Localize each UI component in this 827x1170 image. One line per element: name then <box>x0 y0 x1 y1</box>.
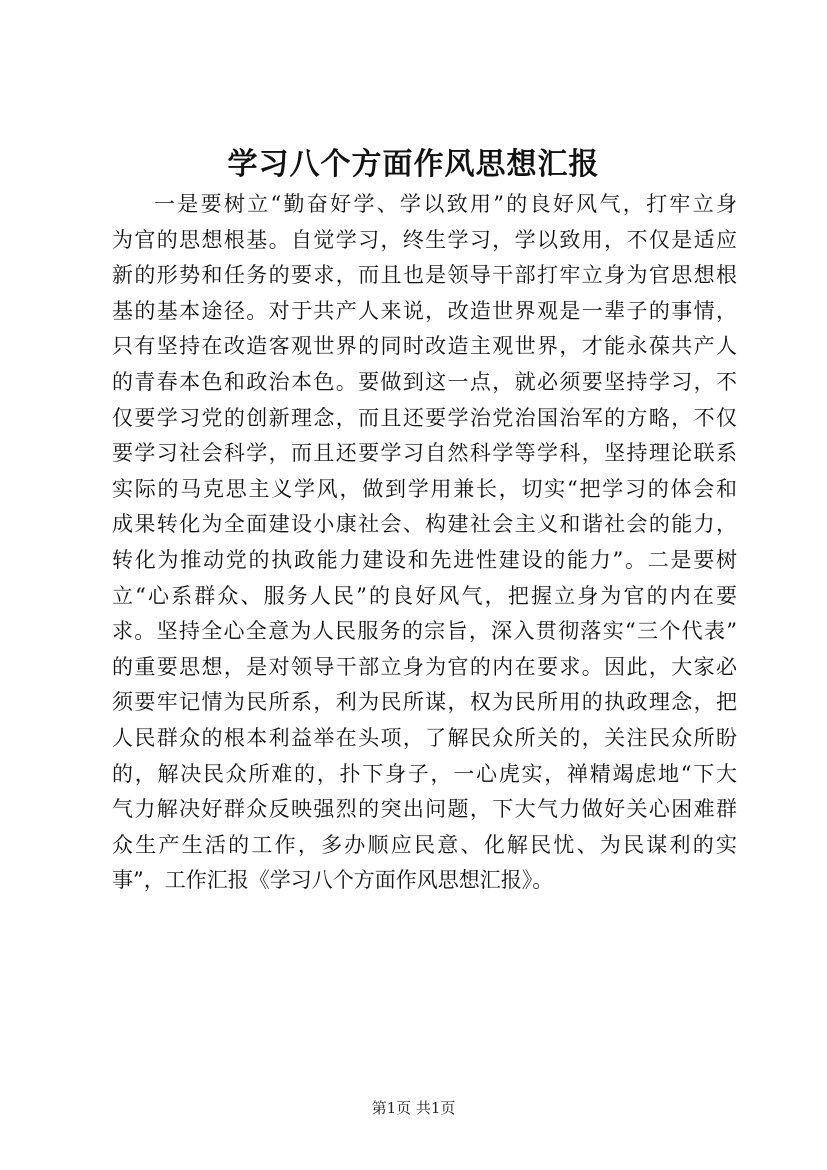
document-title: 学习八个方面作风思想汇报 <box>227 147 600 182</box>
text-line: 为官的思想根基。自觉学习，终生学习，学以致用，不仅是适应 <box>112 227 737 252</box>
text-line: 立“心系群众、服务人民”的良好风气，把握立身为官的内在要 <box>112 583 737 608</box>
text-line: 事”，工作汇报《学习八个方面作风思想汇报》。 <box>112 868 554 893</box>
text-line: 要学习社会科学，而且还要学习自然科学等学科，坚持理论联系 <box>112 441 737 466</box>
text-line: 求。坚持全心全意为人民服务的宗旨，深入贯彻落实“三个代表” <box>112 619 737 644</box>
text-line: 众生产生活的工作，多办顺应民意、化解民忧、为民谋利的实 <box>112 832 737 857</box>
text-line: 实际的马克思主义学风，做到学用兼长，切实“把学习的体会和 <box>112 476 737 501</box>
text-line: 成果转化为全面建设小康社会、构建社会主义和谐社会的能力， <box>112 512 737 537</box>
text-line: 仅要学习党的创新理念，而且还要学治党治国治军的方略，不仅 <box>112 405 737 430</box>
text-line: 人民群众的根本利益举在头项，了解民众所关的，关注民众所盼 <box>112 725 737 750</box>
text-line: 基的基本途径。对于共产人来说，改造世界观是一辈子的事情， <box>112 298 737 323</box>
text-line: 气力解决好群众反映强烈的突出问题，下大气力做好关心困难群 <box>112 797 737 822</box>
body-paragraph <box>112 187 737 899</box>
text-line: 一是要树立“勤奋好学、学以致用”的良好风气，打牢立身 <box>154 192 737 216</box>
text-line: 的，解决民众所难的，扑下身子，一心虎实，禅精竭虑地“下大 <box>112 761 737 786</box>
text-line: 转化为推动党的执政能力建设和先进性建设的能力”。二是要树 <box>112 547 737 572</box>
text-line: 须要牢记情为民所系，利为民所谋，权为民所用的执政理念，把 <box>112 690 737 715</box>
text-line: 新的形势和任务的要求，而且也是领导干部打牢立身为官思想根 <box>112 263 737 288</box>
text-line: 的重要思想，是对领导干部立身为官的内在要求。因此，大家必 <box>112 654 737 679</box>
text-line: 的青春本色和政治本色。要做到这一点，就必须要坚持学习，不 <box>112 369 737 394</box>
page-number-footer: 第1页 共1页 <box>371 1099 456 1117</box>
text-line: 只有坚持在改造客观世界的同时改造主观世界，才能永葆共产人 <box>112 334 737 359</box>
